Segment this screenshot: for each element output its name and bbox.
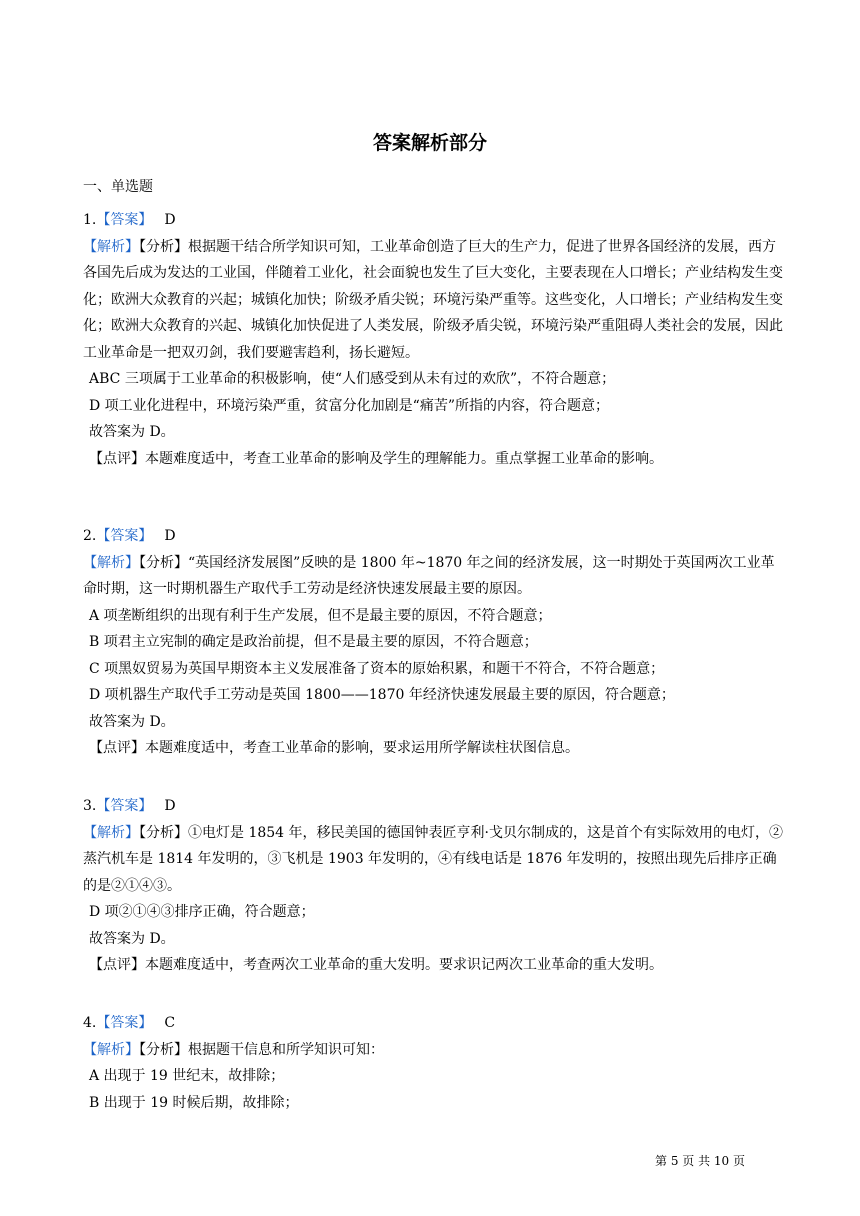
- question-3: [83, 793, 783, 979]
- question-1: [83, 207, 783, 472]
- answer-tag: 【答案】: [96, 798, 153, 814]
- question-number: 3.: [83, 798, 97, 814]
- analysis-paragraph: [83, 550, 783, 603]
- analysis-tag: 【解析】: [83, 554, 139, 571]
- answer-tag: 【答案】: [96, 1015, 153, 1031]
- explanation-line: A 出现于 19 世纪末，故排除；: [89, 1068, 285, 1084]
- analysis-text: 【分析】根据题干信息和所学知识可知：: [139, 1041, 384, 1058]
- analysis-paragraph: [83, 234, 783, 367]
- comment-line: 【点评】本题难度适中，考查工业革命的影响及学生的理解能力。重点掌握工业革命的影响。: [89, 450, 663, 467]
- answer-line: [83, 793, 783, 820]
- section-heading: 一、单选题: [83, 179, 153, 195]
- explanation-line: 故答案为 D。: [89, 930, 175, 947]
- analysis-paragraph: [83, 1037, 783, 1064]
- analysis-tag: 【解析】: [83, 238, 139, 255]
- answer-line: [83, 523, 783, 550]
- question-number: 2.: [83, 528, 97, 544]
- comment-line: 【点评】本题难度适中，考查工业革命的影响，要求运用所学解读柱状图信息。: [89, 740, 579, 756]
- explanation-line: D 项②①④③排序正确，符合题意；: [89, 904, 315, 920]
- explanation-line: 故答案为 D。: [89, 713, 175, 730]
- analysis-text: 【分析】“英国经济发展图”反映的是 1800 年~1870 年之间的经济发展，这一时期处于英国两次工业革命时期，这一时期机器生产取代手工劳动是经济快速发展最主要的原因。: [83, 554, 775, 597]
- answer-line: [83, 1010, 783, 1037]
- question-number: 4.: [83, 1015, 97, 1031]
- explanation-line: B 项君主立宪制的确定是政治前提，但不是最主要的原因，不符合题意；: [89, 634, 538, 650]
- answer-value: D: [164, 212, 176, 228]
- page-footer: 第 5 页 共 10 页: [655, 1154, 745, 1168]
- page-title: 答案解析部分: [372, 132, 487, 154]
- analysis-text: 【分析】①电灯是 1854 年，移民美国的德国钟表匠亨利·戈贝尔制成的，这是首个有实际效用的电灯，②蒸汽机车是 1814 年发明的，③飞机是 1903 年发明的，④有线电话是 1876 年发明的，按照出现先后排序正确的是②①④③。: [83, 824, 783, 894]
- analysis-tag: 【解析】: [83, 1041, 139, 1058]
- explanation-line: D 项机器生产取代手工劳动是英国 1800——1870 年经济快速发展最主要的原因，符合题意；: [89, 687, 675, 703]
- comment-line: 【点评】本题难度适中，考查两次工业革命的重大发明。要求识记两次工业革命的重大发明。: [89, 957, 663, 973]
- explanation-line: B 出现于 19 时候后期，故排除；: [89, 1094, 299, 1111]
- answer-value: D: [164, 798, 176, 814]
- answer-tag: 【答案】: [96, 212, 153, 228]
- explanation-line: 故答案为 D。: [89, 424, 175, 440]
- explanation-line: D 项工业化进程中，环境污染严重，贫富分化加剧是“痛苦”所指的内容，符合题意；: [89, 397, 609, 414]
- answer-tag: 【答案】: [96, 528, 153, 544]
- analysis-text: 【分析】根据题干结合所学知识可知，工业革命创造了巨大的生产力，促进了世界各国经济的发展，西方各国先后成为发达的工业国，伴随着工业化，社会面貌也发生了巨大变化，主要表现在人口增长；产业结构发生变化；欧洲大众教育的兴起；城镇化加快；阶级矛盾尖锐；环境污染严重等。这些变化，人口增长；产业结构发生变化；欧洲大众教育的兴起、城镇化加快促进了人类发展，阶级矛盾尖锐，环境污染严重阻碍人类社会的发展，因此工业革命是一把双刃剑，我们要避害趋利，扬长避短。: [83, 238, 783, 361]
- question-2: [83, 523, 783, 762]
- explanation-line: A 项垄断组织的出现有利于生产发展，但不是最主要的原因，不符合题意；: [89, 607, 552, 624]
- explanation-line: C 项黑奴贸易为英国早期资本主义发展准备了资本的原始积累，和题干不符合，不符合题意；: [89, 660, 665, 677]
- analysis-tag: 【解析】: [83, 824, 139, 841]
- analysis-paragraph: [83, 820, 783, 900]
- answer-value: D: [164, 528, 176, 544]
- question-4: [83, 1010, 783, 1116]
- answer-value: C: [164, 1015, 176, 1031]
- question-number: 1.: [83, 212, 97, 228]
- answer-line: [83, 207, 783, 234]
- explanation-line: ABC 三项属于工业革命的积极影响，使“人们感受到从未有过的欢欣”，不符合题意；: [89, 371, 616, 387]
